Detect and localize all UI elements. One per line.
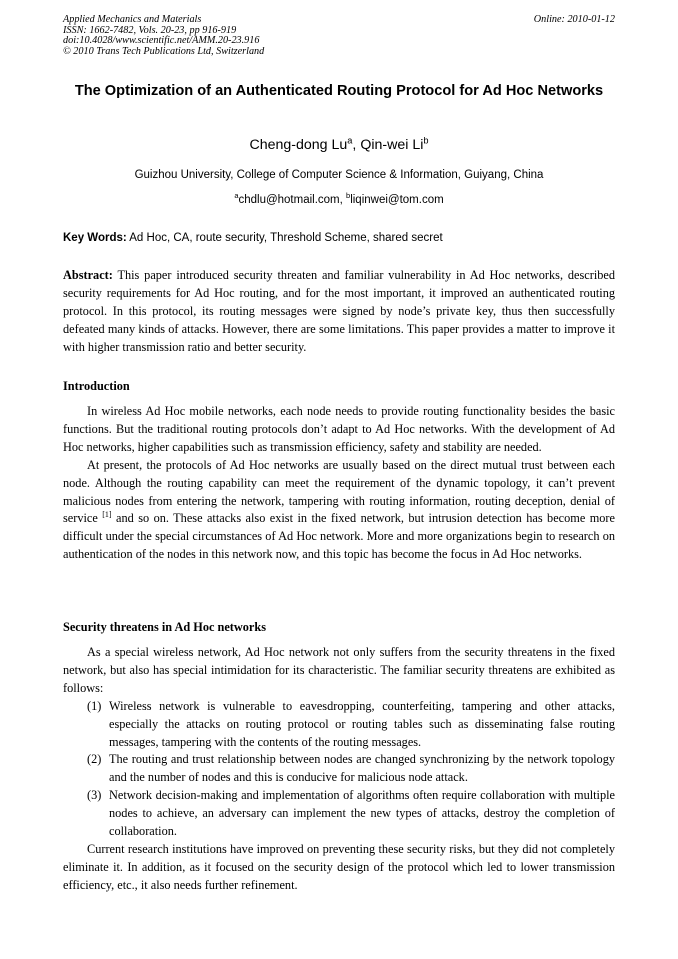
email-mark: a xyxy=(234,191,239,201)
email-link[interactable]: chdlu@hotmail.com xyxy=(238,194,340,206)
author-name: Qin-wei Li xyxy=(360,137,424,153)
threat-list xyxy=(63,698,615,841)
author-list xyxy=(63,136,615,154)
email-link[interactable]: liqinwei@tom.com xyxy=(350,194,444,206)
paragraph: In wireless Ad Hoc mobile networks, each node needs to provide routing functionality besides the basic functions. But the traditional routing protocols don’t adapt to Ad Hoc networks. With the development of Ad Hoc networks, higher capabilities such as transmission efficiency, safety and stability are needed. xyxy=(63,404,615,454)
paragraph-text: and so on. These attacks also exist in the fixed network, but intrusion detection has become more difficult under the special circumstances of Ad Hoc network. More and more organizations begin to research on authentication of the nodes in this network now, and this topic has become the focus in Ad Hoc networks. xyxy=(63,511,615,562)
keywords-label: Key Words: xyxy=(63,232,127,244)
journal-name: Applied Mechanics and Materials xyxy=(63,14,202,25)
section-security-threatens xyxy=(63,644,615,895)
affiliation: Guizhou University, College of Computer Science & Information, Guiyang, China xyxy=(134,169,544,181)
copyright-line: © 2010 Trans Tech Publications Ltd, Switzerland xyxy=(63,45,265,57)
author-name: Cheng-dong Lu xyxy=(249,137,348,153)
paragraph: As a special wireless network, Ad Hoc network not only suffers from the security threatens in the fixed network, but also has special intimidation for its characteristic. The familiar security threatens are exhibited as follows: xyxy=(63,645,615,695)
list-item xyxy=(63,698,615,752)
citation-link[interactable]: [1] xyxy=(102,510,112,520)
issn-line: ISSN: 1662-7482, Vols. 20-23, pp 916-919 xyxy=(63,24,237,36)
list-number: (3) xyxy=(87,788,102,803)
abstract xyxy=(63,267,615,357)
section-heading-security-threatens: Security threatens in Ad Hoc networks xyxy=(63,620,267,634)
author-mark: a xyxy=(347,135,353,146)
list-number: (2) xyxy=(87,752,102,767)
online-date: Online: 2010-01-12 xyxy=(533,14,615,25)
abstract-text: This paper introduced security threaten and familiar vulnerability in Ad Hoc networks, described security requirements for Ad Hoc routing, and for the most important, it improved an authenticated routing protocol. In this protocol, its routing messages were signed by node’s private key, thus then successfully defeated many kinds of attacks. However, there are some limitations. This paper provides a matter to improve it with higher transmission ratio and better security. xyxy=(63,268,615,354)
list-item xyxy=(63,787,615,841)
email-separator: , xyxy=(339,194,347,206)
journal-header xyxy=(63,15,264,57)
doi-line: doi:10.4028/www.scientific.net/AMM.20-23.916 xyxy=(63,35,260,47)
list-item xyxy=(63,751,615,787)
keywords-text: Ad Hoc, CA, route security, Threshold Scheme, shared secret xyxy=(126,232,443,244)
paragraph: Current research institutions have improved on preventing these security risks, but they did not completely eliminate it. In addition, as it focused on the security design of the protocol which led to lower transmission efficiency, etc., it also needs further refinement. xyxy=(63,841,615,892)
paragraph xyxy=(63,457,615,564)
author-separator: , xyxy=(352,137,361,153)
paragraph-text: At present, the protocols of Ad Hoc networks are usually based on the direct mutual trust between each node. Although the routing capability can meet the requirement of the dynamic topology, it can’t prevent malicious nodes from entering the network, tampering with routing information, routing deception, denial of service xyxy=(63,457,615,526)
section-heading-introduction: Introduction xyxy=(63,379,130,393)
list-number: (1) xyxy=(87,698,102,713)
abstract-label: Abstract: xyxy=(63,268,113,282)
list-item-text: Network decision-making and implementation of algorithms often require collaboration with multiple nodes to achieve, an adversary can implement the new types of attacks, destroy the completion of collaboration. xyxy=(109,788,615,839)
email-mark: b xyxy=(346,191,351,201)
keywords xyxy=(63,231,615,245)
author-mark: b xyxy=(423,135,429,146)
paper-title: The Optimization of an Authenticated Routing Protocol for Ad Hoc Networks xyxy=(74,83,604,99)
section-introduction xyxy=(63,403,615,564)
list-item-text: Wireless network is vulnerable to eavesdropping, counterfeiting, tampering and other attacks, especially the attacks on routing protocol or routing tables such as disseminating false routing messages, tampering with the contents of the routing messages. xyxy=(109,698,615,749)
email-list xyxy=(63,193,615,207)
list-item-text: The routing and trust relationship between nodes are changed synchronizing by the network topology and the number of nodes and this is conducive for malicious node attack. xyxy=(109,752,615,785)
